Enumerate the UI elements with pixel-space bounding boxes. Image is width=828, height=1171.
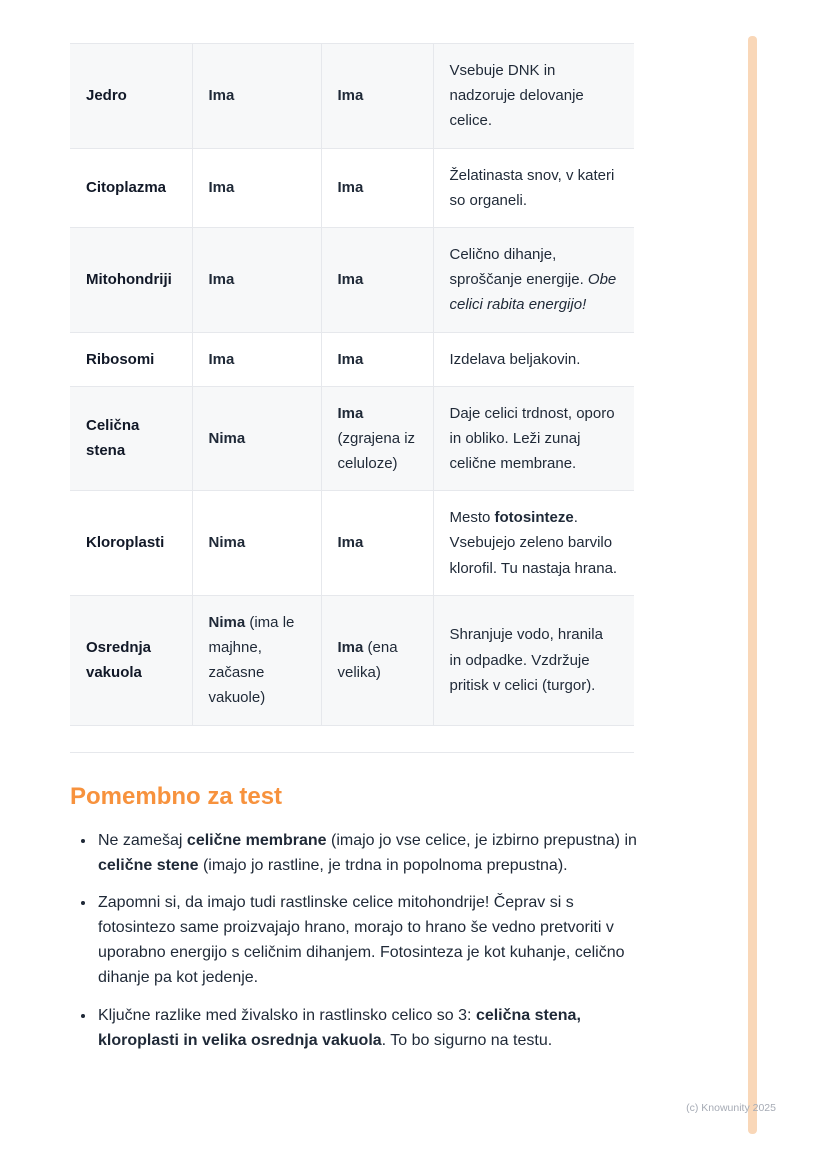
plant-cell-value: Ima xyxy=(321,227,433,332)
table-row xyxy=(70,595,634,725)
function-description: Celično dihanje, sproščanje energije. Obe celici rabita energijo! xyxy=(433,227,634,332)
plant-cell-value: Ima xyxy=(321,44,433,149)
copyright-footer: (c) Knowunity 2025 xyxy=(686,1102,776,1114)
animal-cell-value: Ima xyxy=(192,148,321,227)
organelle-name: Mitohondriji xyxy=(86,271,172,289)
table-row xyxy=(70,148,634,227)
animal-cell-value: Nima (ima le majhne, začasne vakuole) xyxy=(192,595,321,725)
plant-cell-value: Ima (ena velika) xyxy=(321,595,433,725)
plant-cell-value: Ima (zgrajena iz celuloze) xyxy=(321,386,433,491)
table-row xyxy=(70,491,634,596)
table-row xyxy=(70,227,634,332)
animal-cell-value: Ima xyxy=(192,44,321,149)
animal-cell-value: Ima xyxy=(192,227,321,332)
animal-cell-value: Ima xyxy=(192,332,321,386)
plant-cell-value: Ima xyxy=(321,491,433,596)
list-item: • Ne zamešaj celične membrane (imajo jo vse celice, je izbirno prepustna) in celične stene (imajo jo rastline, je trdna in popolnoma prepustna). xyxy=(96,829,642,879)
plant-cell-value: Ima xyxy=(321,148,433,227)
plant-cell-value: Ima xyxy=(321,332,433,386)
table-row xyxy=(70,332,634,386)
organelle-name: Celična stena xyxy=(86,417,140,460)
animal-cell-value: Nima xyxy=(192,491,321,596)
accent-stripe xyxy=(748,36,757,1134)
organelle-name: Ribosomi xyxy=(86,350,155,368)
table-row xyxy=(70,386,634,491)
table-row xyxy=(70,44,634,149)
section-divider xyxy=(70,752,634,753)
organelle-name: Citoplazma xyxy=(86,179,167,197)
list-item: • Zapomni si, da imajo tudi rastlinske celice mitohondrije! Čeprav si s fotosintezo same proizvajajo hrano, morajo to hrano še vedno pretvoriti v uporabno energijo s celičnim dihanjem. Fotosinteza je kot kuhanje, celično dihanje pa kot jedenje. xyxy=(96,891,642,991)
cell-comparison-table xyxy=(70,43,634,726)
organelle-name: Kloroplasti xyxy=(86,534,165,552)
page-content xyxy=(70,43,637,1054)
bullet-list xyxy=(70,829,642,1055)
function-description: Vsebuje DNK in nadzoruje delovanje celice. xyxy=(433,44,634,149)
function-description: Izdelava beljakovin. xyxy=(433,332,634,386)
organelle-name: Osrednja vakuola xyxy=(86,639,152,682)
function-description: Shranjuje vodo, hranila in odpadke. Vzdržuje pritisk v celici (turgor). xyxy=(433,595,634,725)
list-item: • Ključne razlike med živalsko in rastlinsko celico so 3: celična stena, kloroplasti in velika osrednja vakuola. To bo sigurno na testu. xyxy=(96,1004,642,1054)
function-description: Daje celici trdnost, oporo in obliko. Leži zunaj celične membrane. xyxy=(433,386,634,491)
animal-cell-value: Nima xyxy=(192,386,321,491)
function-description: Mesto fotosinteze. Vsebujejo zeleno barvilo klorofil. Tu nastaja hrana. xyxy=(433,491,634,596)
function-description: Želatinasta snov, v kateri so organeli. xyxy=(433,148,634,227)
organelle-name: Jedro xyxy=(86,87,127,105)
section-heading: Pomembno za test xyxy=(70,782,283,810)
